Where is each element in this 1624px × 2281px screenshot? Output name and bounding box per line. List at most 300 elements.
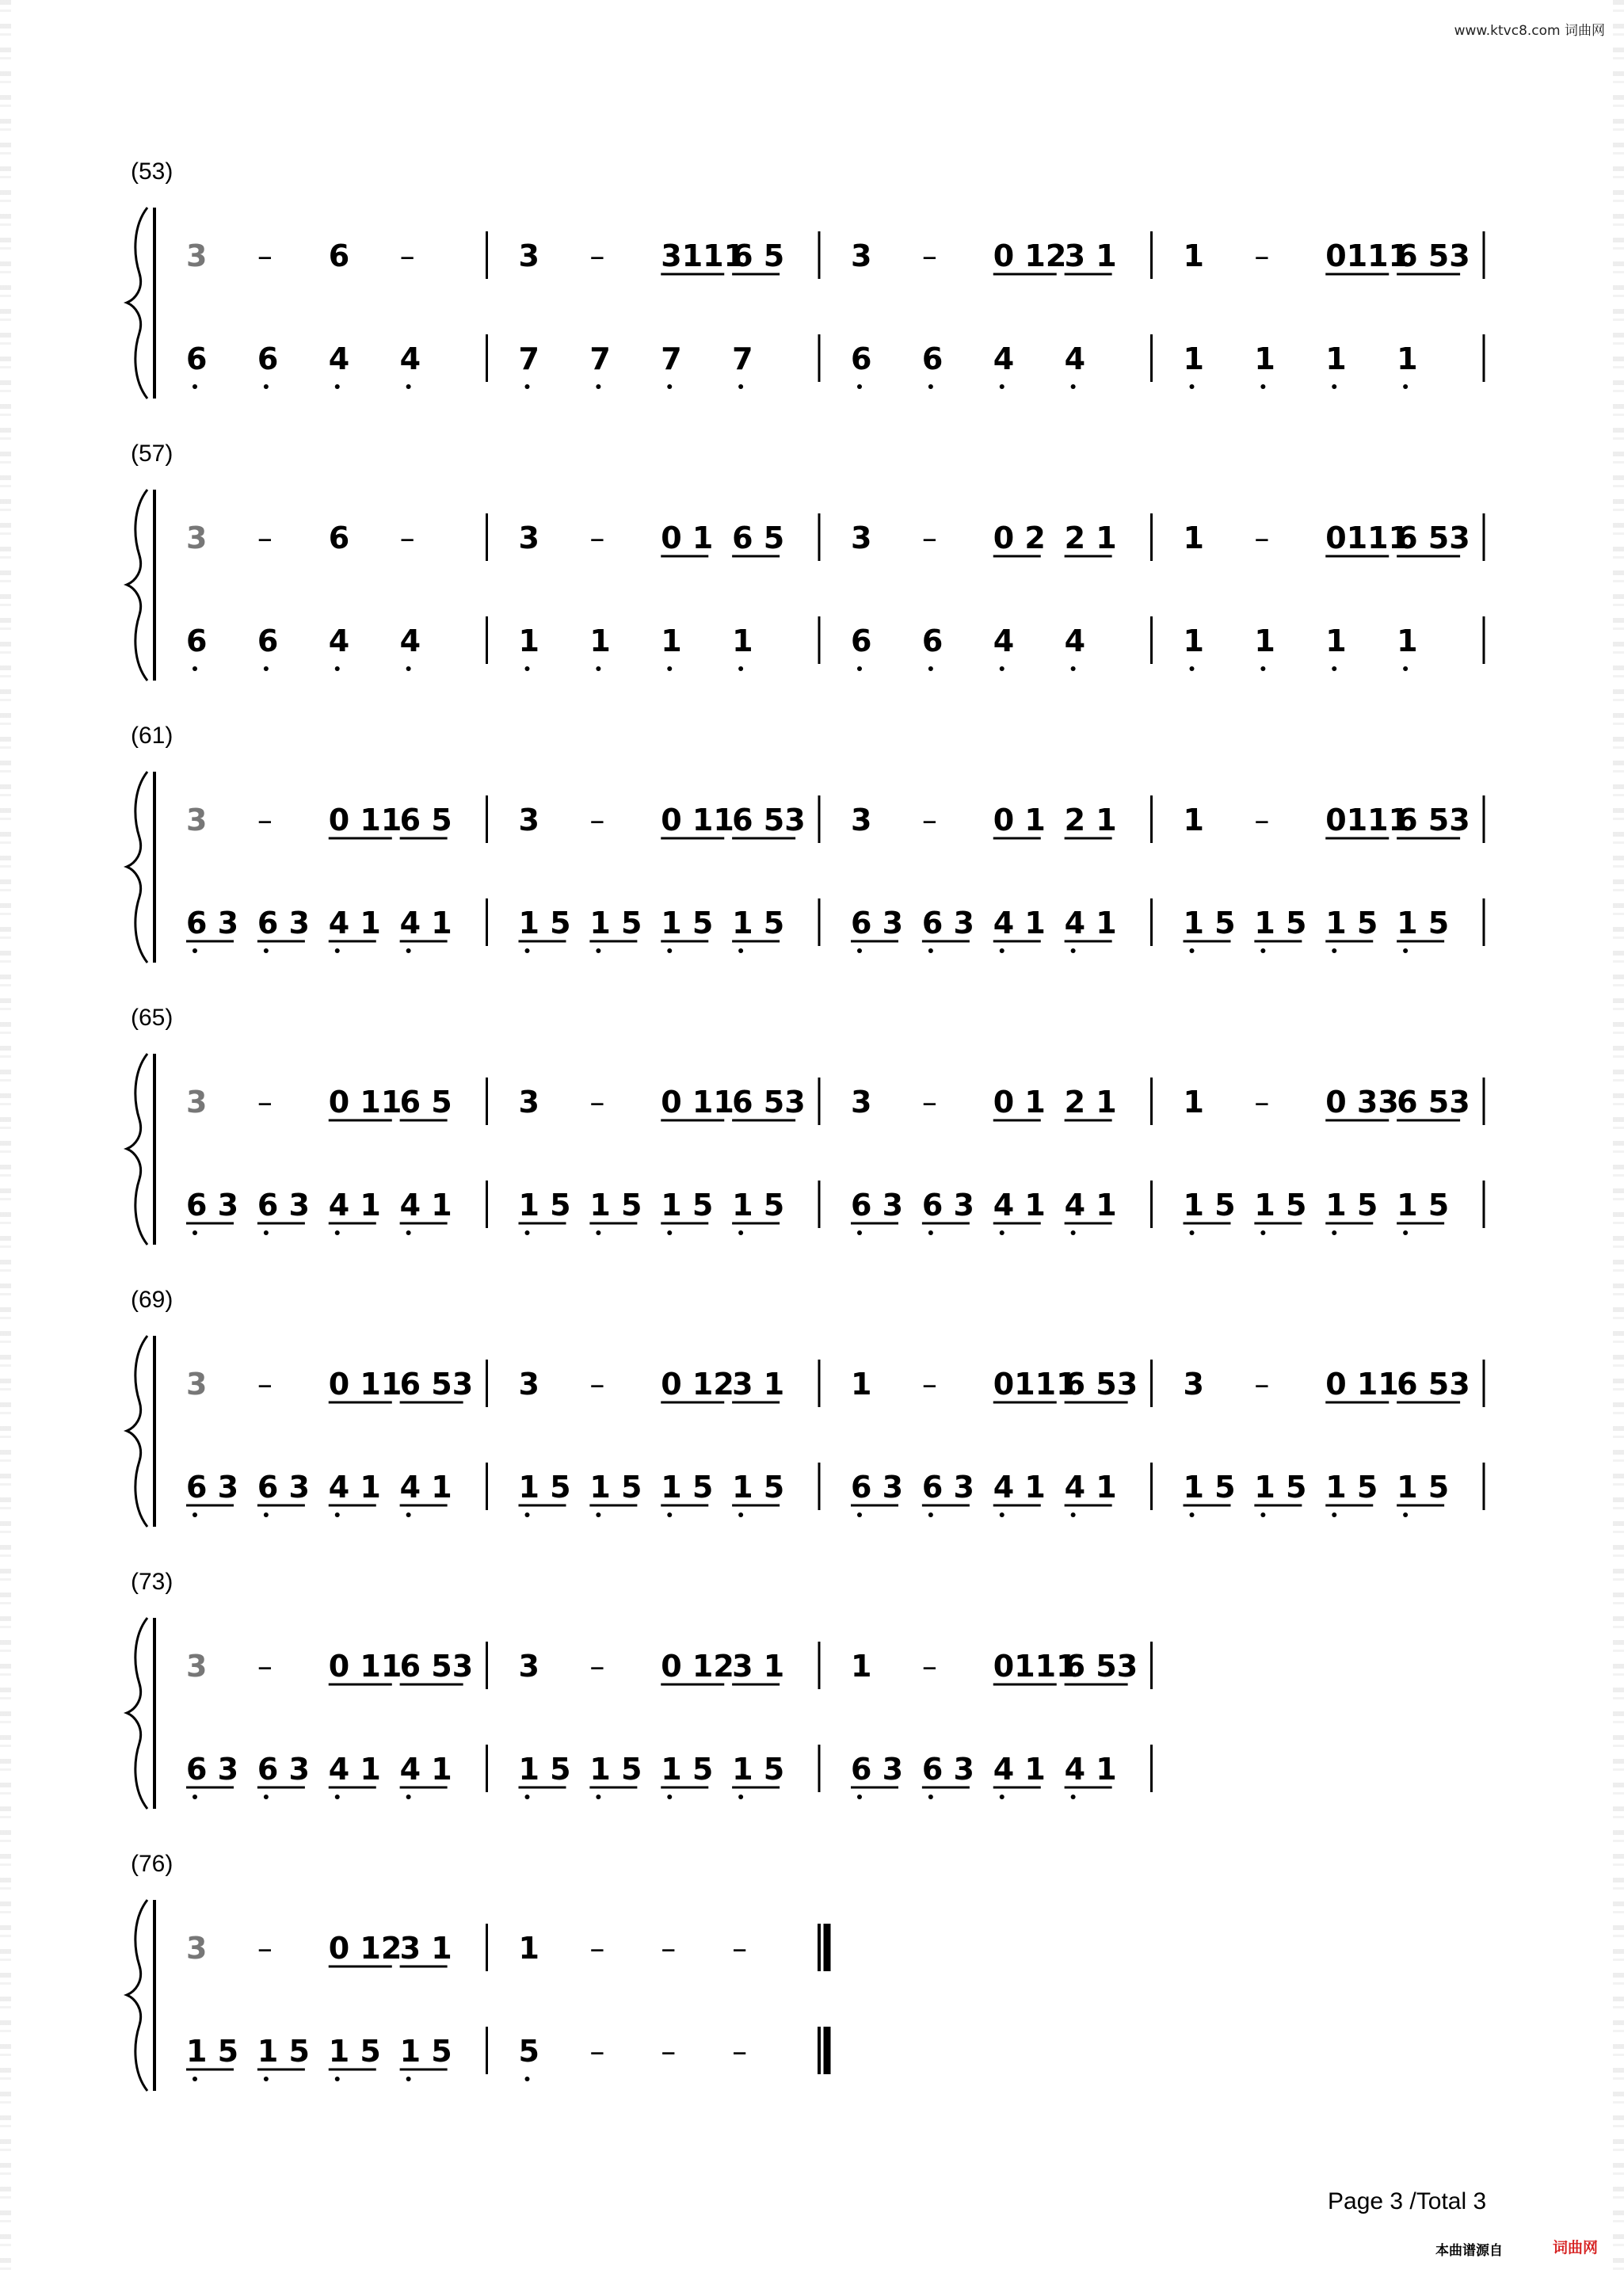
upper-note: 0 11 (661, 803, 734, 837)
upper-note: 6 53 (1064, 1367, 1138, 1402)
grand-staff (0, 1851, 1624, 2120)
upper-note: 3 (186, 803, 208, 837)
upper-note: 3 (851, 521, 872, 555)
upper-note: 2 1 (1064, 803, 1117, 837)
octave-dot (193, 1230, 197, 1235)
dash-sustain: – (257, 1367, 273, 1402)
upper-note: 1 (851, 1649, 872, 1684)
staff-brace (127, 1054, 147, 1245)
grand-staff (0, 1005, 1624, 1274)
lower-note: 1 5 (1397, 1470, 1450, 1505)
octave-dot (525, 666, 530, 671)
dash-sustain: – (661, 2034, 677, 2069)
octave-dot (193, 948, 197, 953)
octave-dot (1190, 948, 1195, 953)
lower-note: 1 5 (328, 2034, 381, 2069)
score-system (0, 723, 1624, 992)
lower-note: 1 5 (732, 906, 785, 940)
lower-note: 4 1 (1064, 1470, 1117, 1505)
upper-note: 0 12 (993, 238, 1067, 273)
lower-note: 4 1 (399, 1188, 452, 1223)
octave-dot (738, 1512, 743, 1517)
octave-dot (1190, 384, 1195, 389)
lower-note: 1 (1325, 624, 1347, 658)
lower-note: 1 5 (1183, 1188, 1236, 1223)
lower-note: 4 (328, 341, 350, 376)
upper-note: 1 (1183, 238, 1204, 273)
octave-dot (1403, 1512, 1408, 1517)
octave-dot (1000, 1230, 1005, 1235)
upper-note: 1 (851, 1367, 872, 1402)
octave-dot (193, 384, 197, 389)
lower-note: 1 5 (661, 1752, 714, 1787)
octave-dot (1260, 1230, 1265, 1235)
octave-dot (1260, 384, 1265, 389)
upper-note: 3 1 (399, 1931, 452, 1966)
octave-dot (406, 948, 411, 953)
source-label: 本曲谱源自 (1435, 2243, 1503, 2259)
dash-sustain: – (589, 521, 605, 555)
lower-note: 6 3 (851, 1188, 904, 1223)
staff-brace (127, 1618, 147, 1809)
lower-note: 4 1 (1064, 1188, 1117, 1223)
dash-sustain: – (257, 1931, 273, 1966)
upper-note: 3 1 (1064, 238, 1117, 273)
lower-note: 1 5 (661, 1470, 714, 1505)
dash-sustain: – (1254, 1367, 1270, 1402)
octave-dot (1071, 666, 1076, 671)
score-system (0, 1005, 1624, 1274)
octave-dot (928, 1512, 933, 1517)
octave-dot (596, 384, 600, 389)
lower-note: 1 (518, 624, 539, 658)
octave-dot (1403, 666, 1408, 671)
upper-note: 1 (1183, 521, 1204, 555)
upper-note: 6 53 (732, 1085, 806, 1120)
lower-note: 6 3 (921, 1752, 974, 1787)
octave-dot (738, 948, 743, 953)
grand-staff (0, 158, 1624, 428)
dash-sustain: – (1254, 1085, 1270, 1120)
octave-dot (335, 1230, 340, 1235)
octave-dot (335, 666, 340, 671)
lower-note: 1 5 (1254, 1470, 1307, 1505)
octave-dot (667, 1512, 672, 1517)
dash-sustain: – (399, 521, 415, 555)
octave-dot (596, 1512, 600, 1517)
octave-dot (335, 384, 340, 389)
score-system (0, 441, 1624, 710)
site-url[interactable]: www.ktvc8.com 词曲网 (1454, 23, 1605, 39)
upper-note: 6 53 (1397, 521, 1470, 555)
page-number: Page 3 /Total 3 (1328, 2188, 1487, 2214)
dash-sustain: – (921, 1367, 937, 1402)
octave-dot (1403, 384, 1408, 389)
octave-dot (1260, 666, 1265, 671)
lower-note: 4 1 (399, 906, 452, 940)
octave-dot (406, 666, 411, 671)
dash-sustain: – (257, 1085, 273, 1120)
lower-note: 1 (661, 624, 682, 658)
dash-sustain: – (1254, 521, 1270, 555)
upper-note: 0 11 (328, 1085, 402, 1120)
upper-note: 3 (186, 1931, 208, 1966)
dash-sustain: – (589, 2034, 605, 2069)
octave-dot (738, 384, 743, 389)
lower-note: 4 (328, 624, 350, 658)
lower-note: 6 3 (257, 1752, 310, 1787)
lower-note: 6 3 (921, 906, 974, 940)
octave-dot (1000, 1512, 1005, 1517)
upper-note: 0 1 (661, 521, 714, 555)
measure-number: (73) (131, 1569, 173, 1595)
octave-dot (193, 1512, 197, 1517)
lower-note: 4 1 (328, 1470, 381, 1505)
octave-dot (193, 1795, 197, 1799)
upper-note: 3 1 (732, 1367, 785, 1402)
octave-dot (857, 1230, 862, 1235)
octave-dot (1071, 948, 1076, 953)
measure-number: (69) (131, 1287, 173, 1313)
dash-sustain: – (589, 1367, 605, 1402)
lower-note: 6 3 (921, 1470, 974, 1505)
lower-note: 1 5 (589, 1188, 642, 1223)
upper-note: 6 53 (1064, 1649, 1138, 1684)
octave-dot (406, 1795, 411, 1799)
dash-sustain: – (732, 1931, 748, 1966)
octave-dot (667, 948, 672, 953)
octave-dot (264, 2077, 269, 2081)
upper-note: 0111 (1325, 238, 1410, 273)
lower-note: 1 (1397, 624, 1418, 658)
lower-note: 1 5 (399, 2034, 452, 2069)
lower-note: 4 1 (1064, 906, 1117, 940)
lower-note: 6 3 (257, 906, 310, 940)
lower-note: 4 (1064, 624, 1086, 658)
upper-note: 0111 (1325, 521, 1410, 555)
octave-dot (1071, 384, 1076, 389)
lower-note: 4 (1064, 341, 1086, 376)
dash-sustain: – (257, 803, 273, 837)
upper-note: 3 (186, 1367, 208, 1402)
lower-note: 6 3 (186, 1188, 239, 1223)
upper-note: 0111 (993, 1367, 1077, 1402)
site-logo: 词曲网 (1553, 2239, 1599, 2256)
lower-note: 6 (851, 624, 872, 658)
lower-note: 7 (732, 341, 753, 376)
upper-note: 6 5 (732, 521, 785, 555)
octave-dot (1190, 666, 1195, 671)
lower-note: 6 3 (257, 1470, 310, 1505)
upper-note: 0 12 (328, 1931, 402, 1966)
upper-note: 6 (328, 238, 350, 273)
upper-note: 3 (518, 521, 539, 555)
dash-sustain: – (257, 238, 273, 273)
upper-note: 6 5 (399, 1085, 452, 1120)
upper-note: 3 (518, 1085, 539, 1120)
lower-note: 7 (661, 341, 682, 376)
lower-note: 6 3 (921, 1188, 974, 1223)
staff-brace (127, 208, 147, 399)
upper-note: 0 1 (993, 803, 1046, 837)
lower-note: 1 5 (1254, 1188, 1307, 1223)
octave-dot (857, 1795, 862, 1799)
upper-note: 3 (186, 238, 208, 273)
upper-note: 0 11 (328, 803, 402, 837)
octave-dot (264, 1230, 269, 1235)
upper-note: 2 1 (1064, 1085, 1117, 1120)
lower-note: 1 5 (589, 1470, 642, 1505)
upper-note: 0111 (993, 1649, 1077, 1684)
upper-note: 1 (1183, 1085, 1204, 1120)
octave-dot (667, 1230, 672, 1235)
octave-dot (1190, 1512, 1195, 1517)
dash-sustain: – (1254, 803, 1270, 837)
octave-dot (1000, 1795, 1005, 1799)
score-system (0, 1569, 1624, 1838)
lower-note: 1 (732, 624, 753, 658)
lower-note: 1 5 (518, 1752, 571, 1787)
measure-number: (76) (131, 1851, 173, 1877)
upper-note: 0 12 (661, 1649, 734, 1684)
dash-sustain: – (589, 238, 605, 273)
octave-dot (1071, 1795, 1076, 1799)
lower-note: 1 5 (1254, 906, 1307, 940)
octave-dot (667, 666, 672, 671)
upper-note: 0 11 (1325, 1367, 1399, 1402)
dash-sustain: – (257, 521, 273, 555)
lower-note: 1 5 (1325, 1470, 1378, 1505)
lower-note: 1 5 (518, 1188, 571, 1223)
upper-note: 0111 (1325, 803, 1410, 837)
lower-note: 6 3 (186, 1470, 239, 1505)
octave-dot (857, 384, 862, 389)
lower-note: 6 3 (851, 1752, 904, 1787)
score-system (0, 158, 1624, 428)
lower-note: 4 (399, 624, 421, 658)
dash-sustain: – (921, 1649, 937, 1684)
upper-note: 6 5 (732, 238, 785, 273)
lower-note: 4 1 (399, 1752, 452, 1787)
octave-dot (1332, 384, 1336, 389)
lower-note: 1 5 (589, 906, 642, 940)
octave-dot (406, 1230, 411, 1235)
grand-staff (0, 1569, 1624, 1838)
lower-note: 4 (993, 341, 1015, 376)
octave-dot (1071, 1230, 1076, 1235)
upper-note: 6 (328, 521, 350, 555)
lower-note: 1 5 (1183, 906, 1236, 940)
lower-note: 1 5 (661, 906, 714, 940)
dash-sustain: – (589, 1649, 605, 1684)
upper-note: 6 53 (1397, 803, 1470, 837)
octave-dot (335, 948, 340, 953)
octave-dot (1071, 1512, 1076, 1517)
octave-dot (1000, 666, 1005, 671)
lower-note: 4 1 (993, 906, 1046, 940)
lower-note: 1 5 (518, 1470, 571, 1505)
upper-note: 3 (186, 1085, 208, 1120)
octave-dot (857, 1512, 862, 1517)
lower-note: 1 5 (1397, 906, 1450, 940)
octave-dot (928, 384, 933, 389)
octave-dot (525, 1230, 530, 1235)
upper-note: 3 (851, 1085, 872, 1120)
octave-dot (525, 1512, 530, 1517)
upper-note: 6 53 (399, 1367, 474, 1402)
score-system (0, 1851, 1624, 2120)
lower-note: 6 (921, 341, 944, 376)
lower-note: 7 (518, 341, 539, 376)
octave-dot (1403, 1230, 1408, 1235)
dash-sustain: – (921, 238, 937, 273)
dash-sustain: – (921, 1085, 937, 1120)
lower-note: 4 (399, 341, 421, 376)
staff-brace (127, 490, 147, 681)
upper-note: 1 (518, 1931, 539, 1966)
lower-note: 1 (1397, 341, 1418, 376)
lower-note: 1 (1325, 341, 1347, 376)
lower-note: 1 5 (732, 1752, 785, 1787)
lower-note: 1 5 (186, 2034, 239, 2069)
lower-note: 5 (518, 2034, 539, 2069)
octave-dot (335, 1795, 340, 1799)
dash-sustain: – (921, 521, 937, 555)
lower-note: 1 5 (732, 1188, 785, 1223)
dash-sustain: – (661, 1931, 677, 1966)
octave-dot (193, 2077, 197, 2081)
octave-dot (264, 384, 269, 389)
octave-dot (1000, 948, 1005, 953)
lower-note: 1 (1254, 341, 1275, 376)
lower-note: 6 3 (851, 1470, 904, 1505)
lower-note: 6 3 (186, 906, 239, 940)
lower-note: 6 (186, 624, 208, 658)
upper-note: 3111 (661, 238, 745, 273)
lower-note: 1 (1183, 341, 1204, 376)
upper-note: 6 53 (1397, 1367, 1470, 1402)
octave-dot (264, 666, 269, 671)
octave-dot (1332, 948, 1336, 953)
upper-note: 3 (518, 238, 539, 273)
lower-note: 6 3 (851, 906, 904, 940)
octave-dot (264, 1512, 269, 1517)
lower-note: 1 5 (589, 1752, 642, 1787)
upper-note: 6 53 (1397, 238, 1470, 273)
octave-dot (1403, 948, 1408, 953)
octave-dot (928, 1230, 933, 1235)
octave-dot (193, 666, 197, 671)
octave-dot (406, 384, 411, 389)
octave-dot (738, 1230, 743, 1235)
lower-note: 4 1 (993, 1752, 1046, 1787)
octave-dot (928, 948, 933, 953)
lower-note: 4 1 (1064, 1752, 1117, 1787)
lower-note: 6 3 (186, 1752, 239, 1787)
upper-note: 0 11 (328, 1367, 402, 1402)
upper-note: 6 5 (399, 803, 452, 837)
lower-note: 1 5 (661, 1188, 714, 1223)
upper-note: 0 11 (661, 1085, 734, 1120)
lower-note: 6 3 (257, 1188, 310, 1223)
lower-note: 1 5 (518, 906, 571, 940)
octave-dot (596, 1230, 600, 1235)
upper-note: 0 33 (1325, 1085, 1399, 1120)
dash-sustain: – (589, 1085, 605, 1120)
octave-dot (525, 948, 530, 953)
octave-dot (335, 1512, 340, 1517)
upper-note: 3 (518, 803, 539, 837)
lower-note: 1 5 (1325, 1188, 1378, 1223)
upper-note: 3 (851, 803, 872, 837)
upper-note: 3 (186, 1649, 208, 1684)
dash-sustain: – (399, 238, 415, 273)
lower-note: 1 5 (732, 1470, 785, 1505)
octave-dot (1190, 1230, 1195, 1235)
lower-note: 1 5 (1183, 1470, 1236, 1505)
measure-number: (53) (131, 158, 173, 185)
lower-note: 4 1 (399, 1470, 452, 1505)
lower-note: 4 1 (993, 1188, 1046, 1223)
lower-note: 4 1 (328, 906, 381, 940)
upper-note: 6 53 (732, 803, 806, 837)
staff-brace (127, 772, 147, 963)
upper-note: 6 53 (1397, 1085, 1470, 1120)
upper-note: 3 (186, 521, 208, 555)
grand-staff (0, 723, 1624, 992)
octave-dot (335, 2077, 340, 2081)
octave-dot (596, 666, 600, 671)
grand-staff (0, 1287, 1624, 1556)
octave-dot (928, 666, 933, 671)
measure-number: (61) (131, 723, 173, 749)
upper-note: 0 11 (328, 1649, 402, 1684)
dash-sustain: – (589, 1931, 605, 1966)
octave-dot (857, 948, 862, 953)
upper-note: 3 (851, 238, 872, 273)
octave-dot (1332, 1230, 1336, 1235)
octave-dot (596, 948, 600, 953)
octave-dot (738, 666, 743, 671)
upper-note: 3 (518, 1649, 539, 1684)
octave-dot (1332, 1512, 1336, 1517)
octave-dot (928, 1795, 933, 1799)
dash-sustain: – (921, 803, 937, 837)
octave-dot (1260, 948, 1265, 953)
upper-note: 2 1 (1064, 521, 1117, 555)
score-system (0, 1287, 1624, 1556)
upper-note: 0 2 (993, 521, 1046, 555)
octave-dot (857, 666, 862, 671)
dash-sustain: – (732, 2034, 748, 2069)
octave-dot (1000, 384, 1005, 389)
lower-note: 1 (1183, 624, 1204, 658)
upper-note: 0 1 (993, 1085, 1046, 1120)
octave-dot (667, 384, 672, 389)
dash-sustain: – (1254, 238, 1270, 273)
staff-brace (127, 1900, 147, 2091)
upper-note: 1 (1183, 803, 1204, 837)
lower-note: 6 (921, 624, 944, 658)
measure-number: (65) (131, 1005, 173, 1031)
octave-dot (264, 948, 269, 953)
upper-note: 3 (518, 1367, 539, 1402)
lower-note: 6 (257, 341, 279, 376)
octave-dot (525, 2077, 530, 2081)
lower-note: 1 5 (1325, 906, 1378, 940)
upper-note: 6 53 (399, 1649, 474, 1684)
lower-note: 6 (186, 341, 208, 376)
